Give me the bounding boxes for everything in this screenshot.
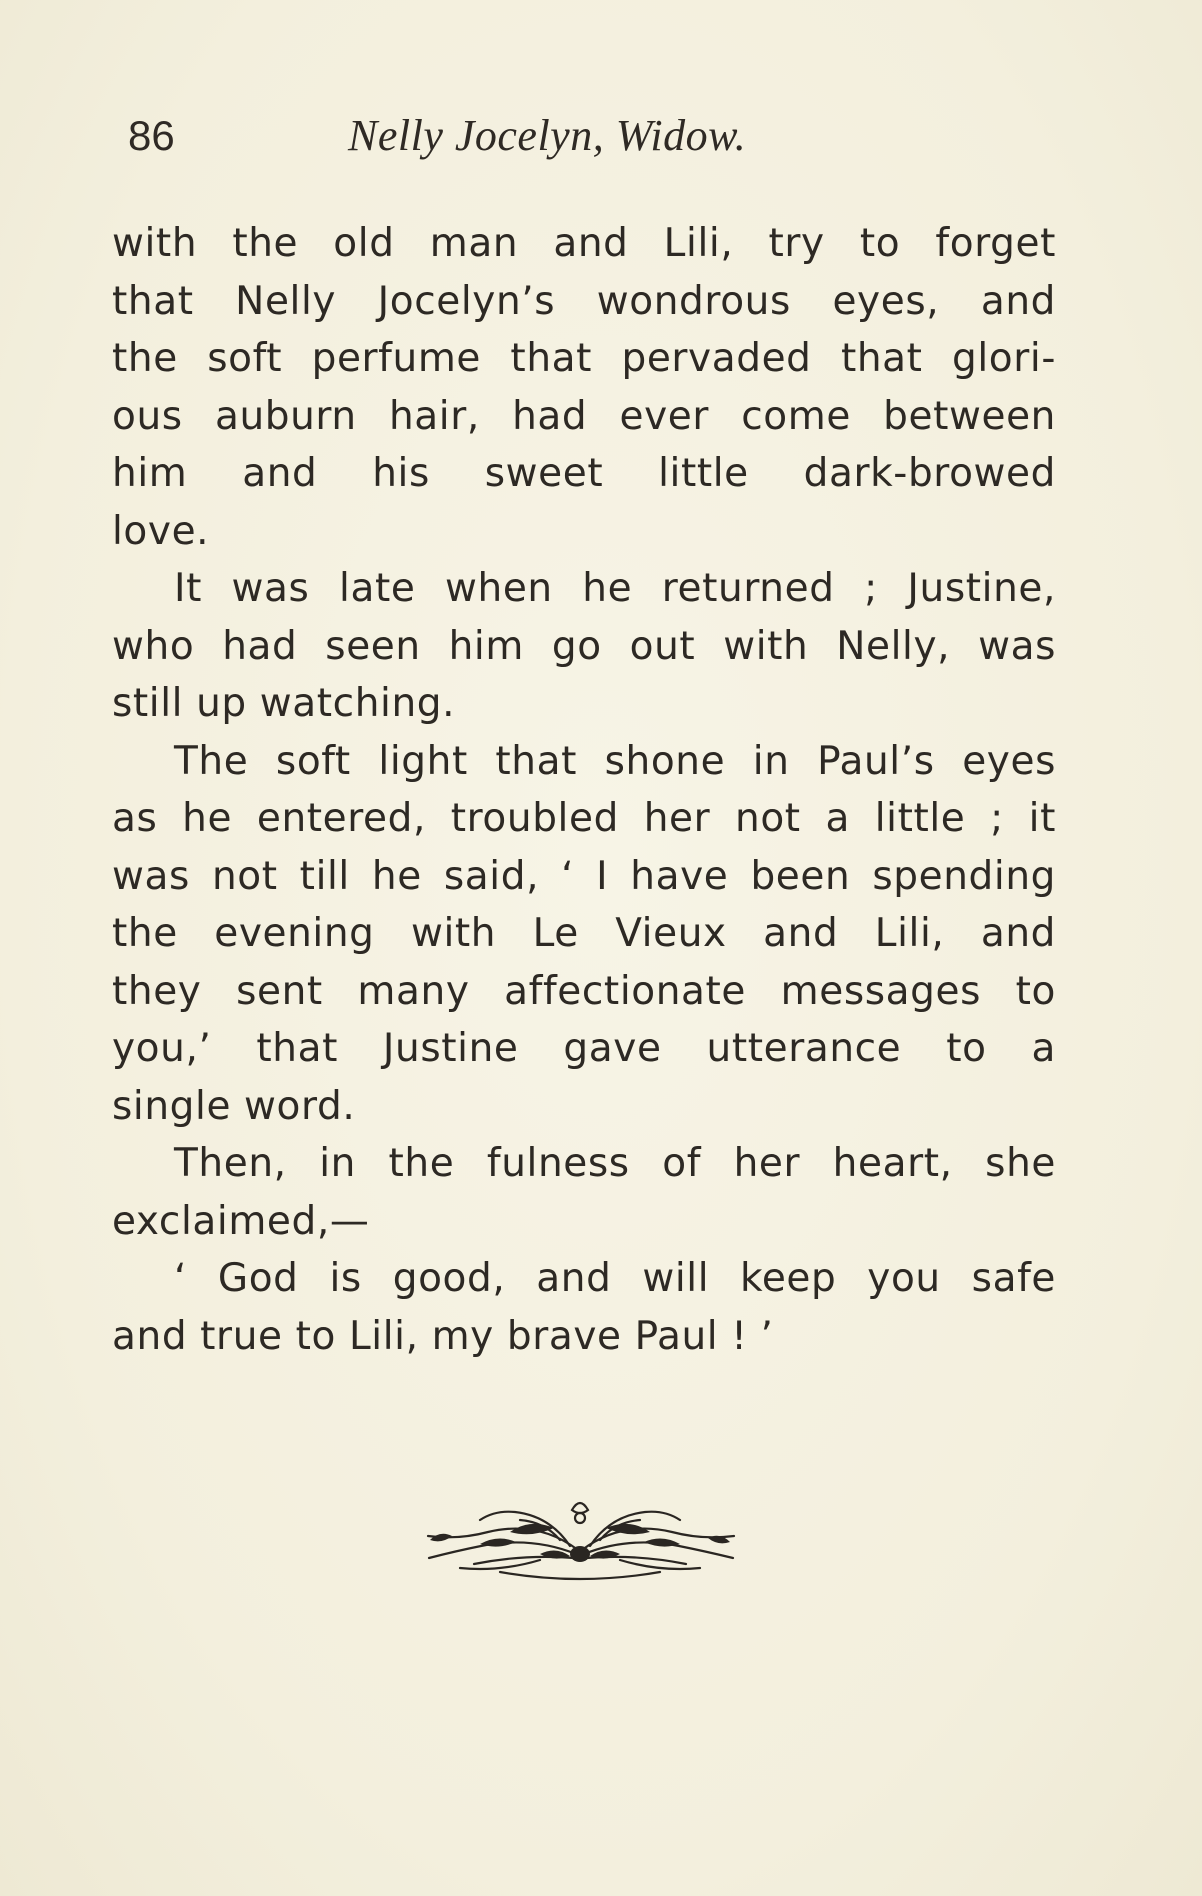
running-title: Nelly Jocelyn, Widow. bbox=[348, 111, 747, 160]
tailpiece-ornament-icon bbox=[400, 1480, 760, 1590]
text-line: It was late when he returned ; Justine, bbox=[174, 566, 1056, 611]
text-line: ous auburn hair, had ever come between bbox=[112, 393, 1056, 439]
page-number: 86 bbox=[128, 112, 175, 159]
text-line: him and his sweet little dark-browed bbox=[112, 451, 1056, 496]
text-line: who had seen him go out with Nelly, was bbox=[112, 623, 1056, 669]
text-line: still up watching. bbox=[112, 681, 456, 726]
text-line: you,’ that Justine gave utterance to a bbox=[112, 1026, 1056, 1071]
text-line: that Nelly Jocelyn’s wondrous eyes, and bbox=[112, 278, 1056, 324]
text-line: as he entered, troubled her not a little ; it bbox=[112, 796, 1056, 841]
text-line: with the old man and Lili, try to forget bbox=[112, 221, 1056, 266]
body-text bbox=[112, 215, 1056, 1365]
text-line: The soft light that shone in Paul’s eyes bbox=[174, 738, 1056, 784]
text-line: the evening with Le Vieux and Lili, and bbox=[112, 911, 1056, 956]
running-head bbox=[128, 112, 848, 172]
text-line: the soft perfume that pervaded that glori- bbox=[112, 336, 1056, 381]
text-line: was not till he said, ‘ I have been spending bbox=[112, 853, 1056, 899]
text-line: they sent many affectionate messages to bbox=[112, 968, 1056, 1014]
text-line: ‘ God is good, and will keep you safe bbox=[174, 1256, 1056, 1301]
text-line: love. bbox=[112, 508, 210, 554]
text-line: exclaimed,— bbox=[112, 1198, 370, 1244]
text-line: and true to Lili, my brave Paul ! ’ bbox=[112, 1313, 774, 1359]
text-line: Then, in the fulness of her heart, she bbox=[174, 1141, 1056, 1186]
text-line: single word. bbox=[112, 1083, 356, 1129]
